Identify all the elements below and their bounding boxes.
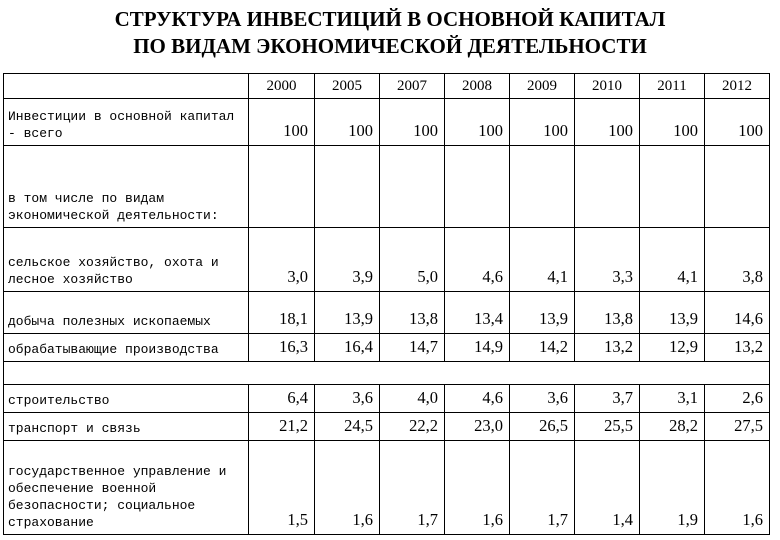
year-header: 2012 (705, 74, 770, 99)
value-cell: 3,8 (705, 228, 770, 292)
value-cell: 13,9 (510, 292, 575, 334)
table-row (4, 146, 770, 228)
value-cell: 24,5 (315, 413, 380, 441)
year-header: 2000 (249, 74, 315, 99)
value-cell: 13,2 (705, 334, 770, 362)
header-corner-cell (4, 74, 249, 99)
spacer-cell (640, 362, 705, 385)
value-cell: 100 (380, 99, 445, 146)
spacer-row (4, 362, 770, 385)
table-row (4, 385, 770, 413)
year-header: 2005 (315, 74, 380, 99)
value-cell: 2,6 (705, 385, 770, 413)
header-row (4, 74, 770, 99)
value-cell: 13,4 (445, 292, 510, 334)
row-label: Инвестиции в основной капитал - всего (4, 99, 249, 146)
value-cell: 1,6 (315, 441, 380, 535)
value-cell: 1,6 (445, 441, 510, 535)
value-cell: 5,0 (380, 228, 445, 292)
value-cell: 13,8 (575, 292, 640, 334)
value-cell: 25,5 (575, 413, 640, 441)
row-label: государственное управление и обеспечение военной безопасности; социальное страхование (4, 441, 249, 535)
value-cell: 1,5 (249, 441, 315, 535)
value-cell: 26,5 (510, 413, 575, 441)
value-cell: 14,7 (380, 334, 445, 362)
value-cell (705, 146, 770, 228)
year-header: 2007 (380, 74, 445, 99)
value-cell: 100 (315, 99, 380, 146)
row-label: сельское хозяйство, охота и лесное хозяйство (4, 228, 249, 292)
value-cell: 3,7 (575, 385, 640, 413)
row-label: в том числе по видам экономической деятельности: (4, 146, 249, 228)
value-cell: 6,4 (249, 385, 315, 413)
value-cell: 12,9 (640, 334, 705, 362)
value-cell (445, 146, 510, 228)
value-cell (575, 146, 640, 228)
spacer-cell (380, 362, 445, 385)
table-row (4, 99, 770, 146)
title-line-2: ПО ВИДАМ ЭКОНОМИЧЕСКОЙ ДЕЯТЕЛЬНОСТИ (133, 34, 647, 58)
value-cell: 28,2 (640, 413, 705, 441)
value-cell (380, 146, 445, 228)
value-cell: 100 (445, 99, 510, 146)
value-cell: 3,9 (315, 228, 380, 292)
value-cell: 13,9 (640, 292, 705, 334)
value-cell: 4,0 (380, 385, 445, 413)
value-cell: 13,9 (315, 292, 380, 334)
year-header: 2009 (510, 74, 575, 99)
value-cell: 22,2 (380, 413, 445, 441)
value-cell (640, 146, 705, 228)
value-cell: 18,1 (249, 292, 315, 334)
row-label: добыча полезных ископаемых (4, 292, 249, 334)
spacer-cell (575, 362, 640, 385)
spacer-cell (249, 362, 315, 385)
value-cell: 23,0 (445, 413, 510, 441)
value-cell: 100 (510, 99, 575, 146)
investment-structure-table (3, 73, 770, 535)
value-cell: 3,1 (640, 385, 705, 413)
table-row (4, 228, 770, 292)
value-cell: 14,9 (445, 334, 510, 362)
value-cell: 1,7 (380, 441, 445, 535)
value-cell: 100 (705, 99, 770, 146)
table-row (4, 292, 770, 334)
value-cell (315, 146, 380, 228)
row-label: обрабатывающие производства (4, 334, 249, 362)
page-title (0, 6, 780, 60)
value-cell: 4,1 (510, 228, 575, 292)
spacer-cell (445, 362, 510, 385)
value-cell: 100 (575, 99, 640, 146)
spacer-cell (510, 362, 575, 385)
value-cell: 13,2 (575, 334, 640, 362)
value-cell: 1,9 (640, 441, 705, 535)
row-label: транспорт и связь (4, 413, 249, 441)
table-row (4, 413, 770, 441)
value-cell (249, 146, 315, 228)
year-header: 2010 (575, 74, 640, 99)
value-cell: 1,4 (575, 441, 640, 535)
value-cell: 16,3 (249, 334, 315, 362)
value-cell: 100 (640, 99, 705, 146)
value-cell: 3,6 (510, 385, 575, 413)
value-cell: 100 (249, 99, 315, 146)
value-cell: 27,5 (705, 413, 770, 441)
value-cell: 4,1 (640, 228, 705, 292)
value-cell: 14,2 (510, 334, 575, 362)
year-header: 2008 (445, 74, 510, 99)
value-cell: 3,0 (249, 228, 315, 292)
value-cell: 3,6 (315, 385, 380, 413)
spacer-cell (315, 362, 380, 385)
value-cell: 4,6 (445, 385, 510, 413)
spacer-cell (4, 362, 249, 385)
table-row (4, 441, 770, 535)
year-header: 2011 (640, 74, 705, 99)
value-cell: 14,6 (705, 292, 770, 334)
spacer-cell (705, 362, 770, 385)
table-row (4, 334, 770, 362)
value-cell: 13,8 (380, 292, 445, 334)
row-label: строительство (4, 385, 249, 413)
value-cell: 16,4 (315, 334, 380, 362)
value-cell (510, 146, 575, 228)
value-cell: 4,6 (445, 228, 510, 292)
title-line-1: СТРУКТУРА ИНВЕСТИЦИЙ В ОСНОВНОЙ КАПИТАЛ (114, 7, 666, 31)
value-cell: 1,7 (510, 441, 575, 535)
value-cell: 21,2 (249, 413, 315, 441)
value-cell: 1,6 (705, 441, 770, 535)
value-cell: 3,3 (575, 228, 640, 292)
